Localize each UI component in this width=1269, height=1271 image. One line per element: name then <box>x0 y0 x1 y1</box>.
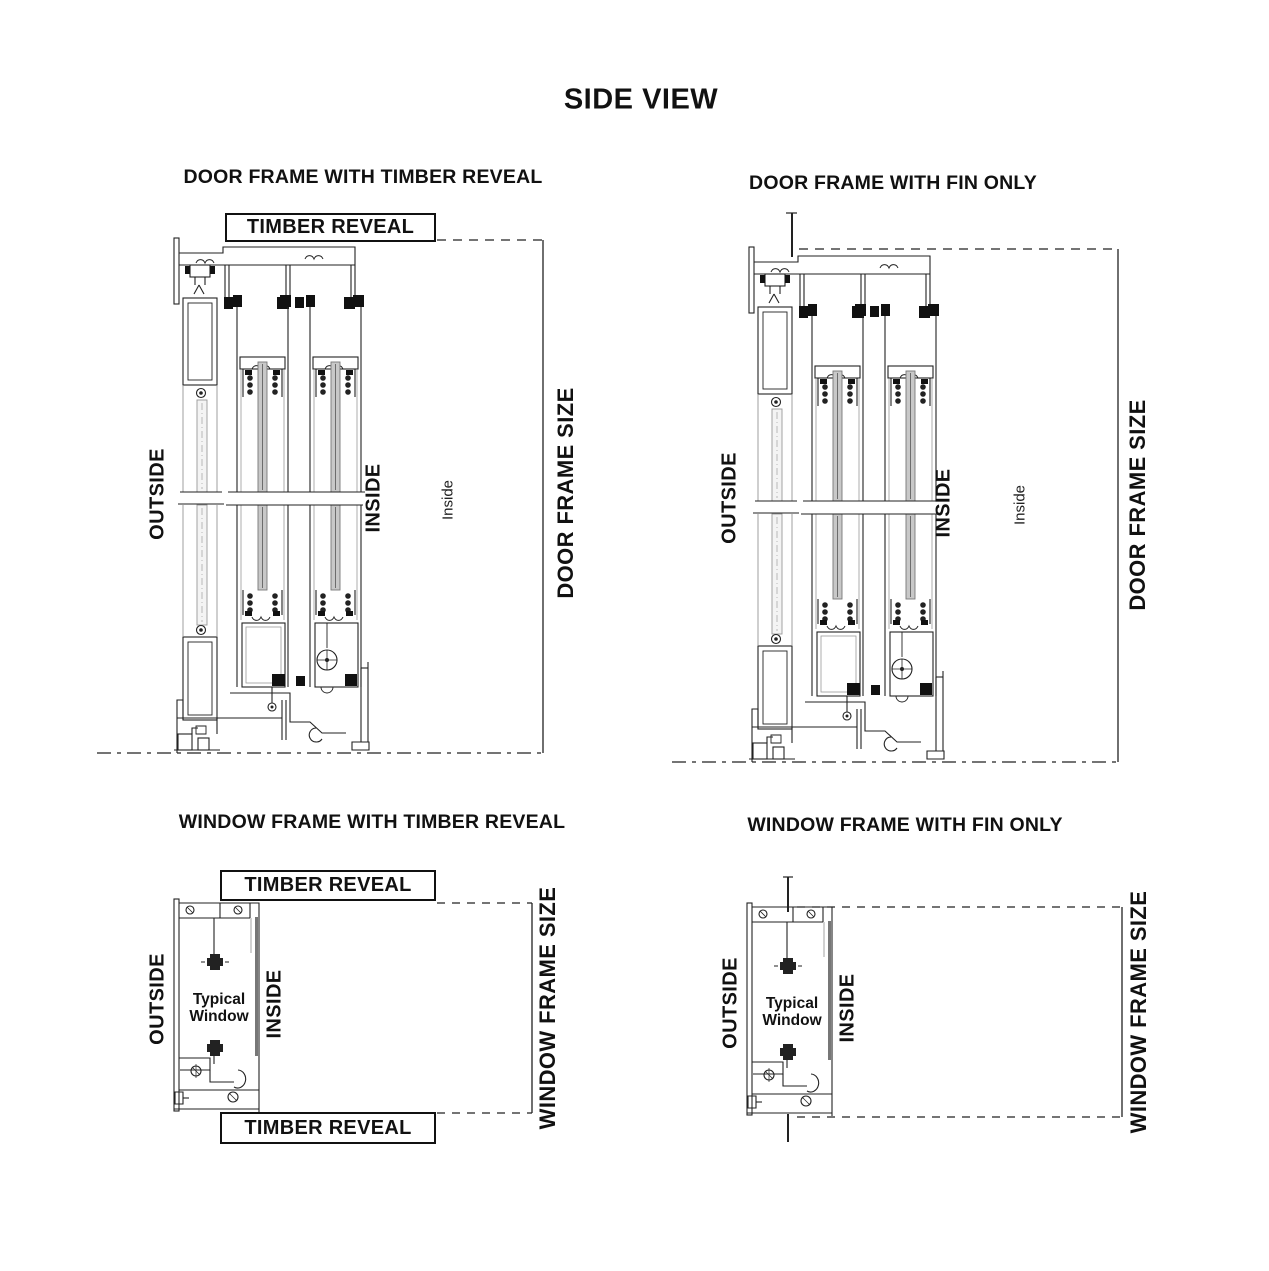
window-timber-extent-lines <box>437 903 532 1113</box>
frame-size-label-door-fin: DOOR FRAME SIZE <box>1125 399 1150 611</box>
frame-size-label-door-timber: DOOR FRAME SIZE <box>553 387 578 599</box>
timber-reveal-box-label: TIMBER REVEAL <box>244 874 412 896</box>
typical-window-label-fin: Typical Window <box>762 994 822 1029</box>
frame-size-label-window-timber: WINDOW FRAME SIZE <box>535 886 560 1130</box>
timber-reveal-box-door <box>225 213 436 242</box>
heading-door-fin: DOOR FRAME WITH FIN ONLY <box>749 172 1037 194</box>
timber-reveal-box-window-top <box>220 870 436 901</box>
page-title: SIDE VIEW <box>563 83 719 116</box>
timber-reveal-box-label: TIMBER REVEAL <box>246 216 415 238</box>
typical-window-label-timber: Typical Window <box>189 990 249 1025</box>
inside-label-window-timber: INSIDE <box>263 969 286 1039</box>
heading-window-timber: WINDOW FRAME WITH TIMBER REVEAL <box>178 811 566 833</box>
frame-size-label-window-fin: WINDOW FRAME SIZE <box>1126 890 1151 1134</box>
door-timber-drawing <box>174 238 369 753</box>
heading-window-fin: WINDOW FRAME WITH FIN ONLY <box>747 814 1063 836</box>
timber-reveal-box-label: TIMBER REVEAL <box>244 1116 412 1139</box>
outside-label-door-fin: OUTSIDE <box>718 452 741 544</box>
inside-label-window-fin: INSIDE <box>836 973 859 1043</box>
outside-label-window-fin: OUTSIDE <box>719 957 742 1049</box>
heading-door-timber: DOOR FRAME WITH TIMBER REVEAL <box>183 166 543 188</box>
timber-reveal-box-window-bottom <box>220 1112 436 1144</box>
door-fin-drawing <box>749 247 944 762</box>
inside-annotation-door-timber: Inside <box>439 479 457 521</box>
inside-annotation-door-fin: Inside <box>1011 484 1029 526</box>
inside-label-door-fin: INSIDE <box>932 468 955 538</box>
outside-label-window-timber: OUTSIDE <box>146 953 169 1045</box>
outside-label-door-timber: OUTSIDE <box>146 448 169 540</box>
inside-label-door-timber: INSIDE <box>362 463 385 533</box>
